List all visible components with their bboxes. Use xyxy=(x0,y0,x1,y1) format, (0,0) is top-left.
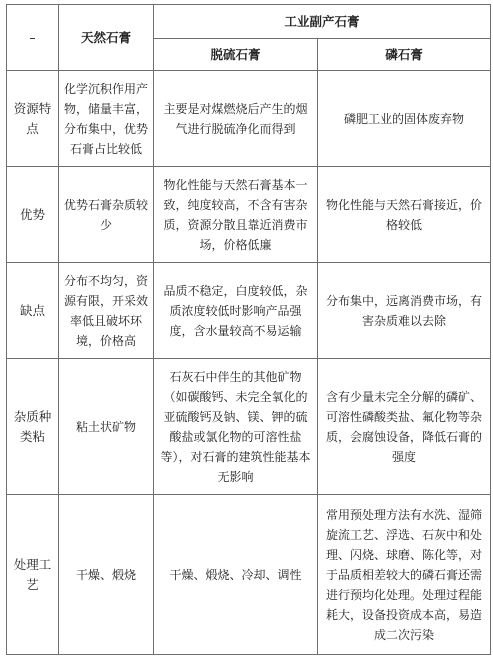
header-row-1 xyxy=(7,5,491,39)
table-row-processing xyxy=(7,495,491,655)
header-dash-cell: – xyxy=(7,5,59,71)
gypsum-comparison-table xyxy=(6,4,491,655)
cell-natural: 化学沉积作用产物，储量丰富，分布集中，优势石膏占比较低 xyxy=(59,71,154,167)
cell-phospho: 常用预处理方法有水洗、湿筛旋流工艺、浮选、石灰中和处理、闪烧、球磨、陈化等，对于品质相差较大的磷石膏还需进行预均化处理。处理过程能耗大，设备投资成本高，易造成二次污染 xyxy=(318,495,491,655)
cell-natural: 分布不均匀，资源有限，开采效率低且破坏环境，价格高 xyxy=(59,263,154,359)
cell-natural: 干燥、煅烧 xyxy=(59,495,154,655)
row-label: 处理工艺 xyxy=(7,495,59,655)
cell-desulfurization: 物化性能与天然石膏基本一致，纯度较高，不含有害杂质，资源分散且靠近消费市场，价格低廉 xyxy=(154,167,318,263)
cell-desulfurization: 品质不稳定，白度较低，杂质浓度较低时影响产品强度，含水量较高不易运输 xyxy=(154,263,318,359)
table-row-resource-features xyxy=(7,71,491,167)
table-row-disadvantages xyxy=(7,263,491,359)
header-phosphogypsum: 磷石膏 xyxy=(318,39,491,71)
cell-phospho: 磷肥工业的固体废弃物 xyxy=(318,71,491,167)
cell-desulfurization: 干燥、煅烧、冷却、调性 xyxy=(154,495,318,655)
header-desulfurization-gypsum: 脱硫石膏 xyxy=(154,39,318,71)
row-label: 资源特点 xyxy=(7,71,59,167)
table-row-impurities xyxy=(7,359,491,495)
cell-desulfurization: 主要是对煤燃烧后产生的烟气进行脱硫净化而得到 xyxy=(154,71,318,167)
row-label: 优势 xyxy=(7,167,59,263)
comparison-table-container xyxy=(6,4,490,655)
row-label: 杂质种类粘 xyxy=(7,359,59,495)
header-natural-gypsum: 天然石膏 xyxy=(59,5,154,71)
cell-phospho: 含有少量未完全分解的磷矿、可溶性磷酸类盐、氟化物等杂质，会腐蚀设备，降低石膏的强度 xyxy=(318,359,491,495)
cell-natural: 粘土状矿物 xyxy=(59,359,154,495)
cell-phospho: 分布集中，远离消费市场，有害杂质难以去除 xyxy=(318,263,491,359)
row-label: 缺点 xyxy=(7,263,59,359)
cell-phospho: 物化性能与天然石膏接近，价格较低 xyxy=(318,167,491,263)
cell-natural: 优势石膏杂质较少 xyxy=(59,167,154,263)
header-industrial-byproduct-gypsum: 工业副产石膏 xyxy=(154,5,491,39)
table-row-advantages xyxy=(7,167,491,263)
cell-desulfurization: 石灰石中伴生的其他矿物（如碳酸钙、未完全氧化的亚硫酸钙及钠、镁、钾的硫酸盐或氯化物的可溶性盐等），对石膏的建筑性能基本无影响 xyxy=(154,359,318,495)
